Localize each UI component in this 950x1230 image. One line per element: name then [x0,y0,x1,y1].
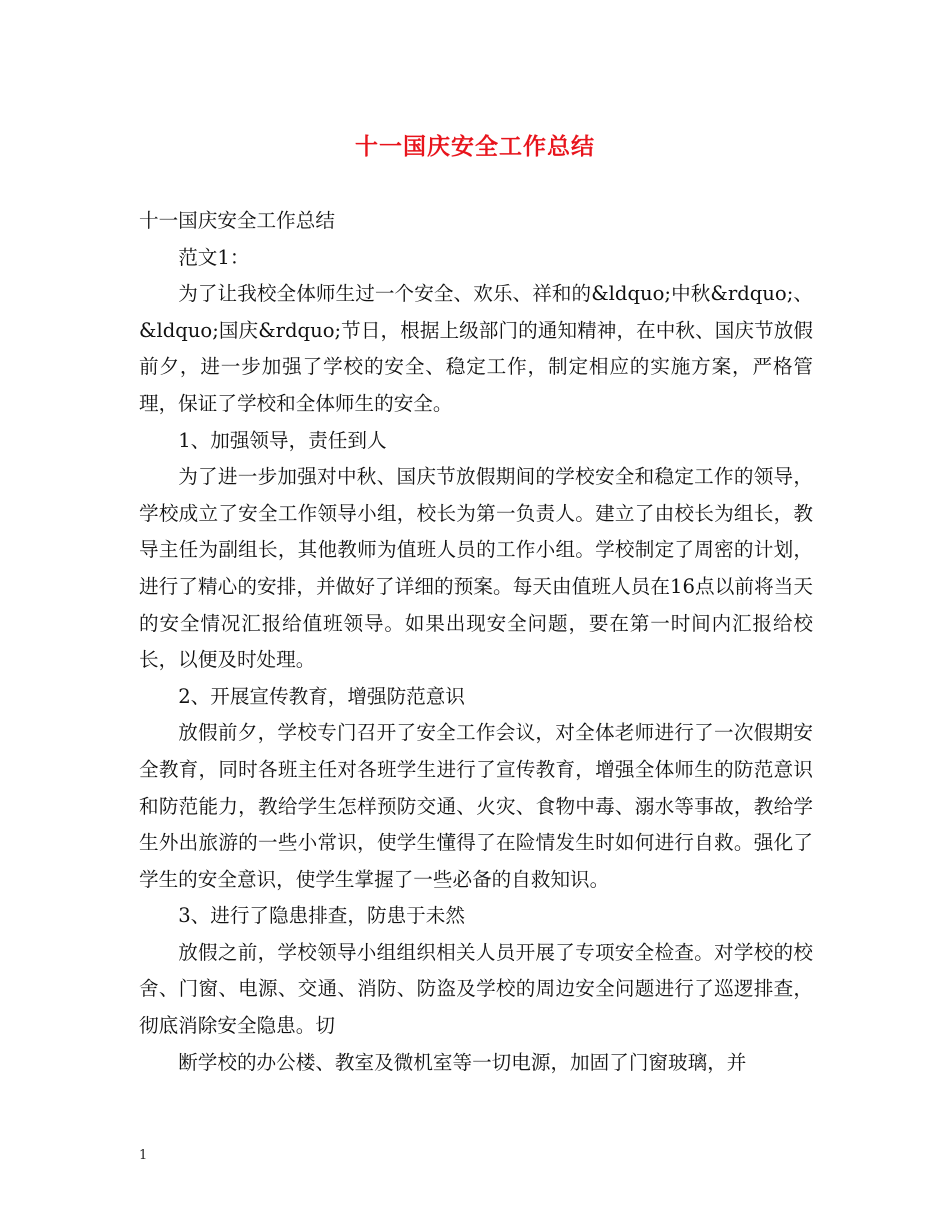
paragraph-sample-label: 范文1： [178,245,250,269]
section-heading-1: 1、加强领导，责任到人 [178,428,387,452]
page-number: 1 [139,1148,148,1163]
section-heading-3: 3、进行了隐患排查，防患于未然 [178,904,465,928]
paragraph-section-2: 放假前夕，学校专门召开了安全工作会议，对全体老师进行了一次假期安全教育，同时各班主任对各班学生进行了宣传教育，增强全体师生的防范意识和防范能力，教给学生怎样预防交通、火灾、食物中毒、溺水等事故，教给学生外出旅游的一些小常识，使学生懂得了在险情发生时如何进行自救。强化了学生的安全意识，使学生掌握了一些必备的自救知识。 [139,721,813,891]
paragraph-intro: 为了让我校全体师生过一个安全、欢乐、祥和的&ldquo;中秋&rdquo;、&ldquo;国庆&rdquo;节日，根据上级部门的通知精神，在中秋、国庆节放假前夕，进一步加强了学校的安全、稳定工作，制定相应的实施方案，严格管理，保证了学校和全体师生的安全。 [139,282,813,415]
document-body [139,203,813,1081]
section-heading-2: 2、开展宣传教育，增强防范意识 [178,684,465,708]
paragraph-continuation: 断学校的办公楼、教室及微机室等一切电源，加固了门窗玻璃，并 [178,1050,747,1074]
paragraph-section-3: 放假之前，学校领导小组组织相关人员开展了专项安全检查。对学校的校舍、门窗、电源、交通、消防、防盗及学校的周边安全问题进行了巡逻排查，彻底消除安全隐患。切 [139,940,813,1038]
document-title: 十一国庆安全工作总结 [355,134,595,160]
paragraph-heading: 十一国庆安全工作总结 [139,209,335,232]
paragraph-section-1: 为了进一步加强对中秋、国庆节放假期间的学校安全和稳定工作的领导，学校成立了安全工作领导小组，校长为第一负责人。建立了由校长为组长，教导主任为副组长，其他教师为值班人员的工作小组。学校制定了周密的计划，进行了精心的安排，并做好了详细的预案。每天由值班人员在16点以前将当天的安全情况汇报给值班领导。如果出现安全问题，要在第一时间内汇报给校长，以便及时处理。 [139,465,813,672]
